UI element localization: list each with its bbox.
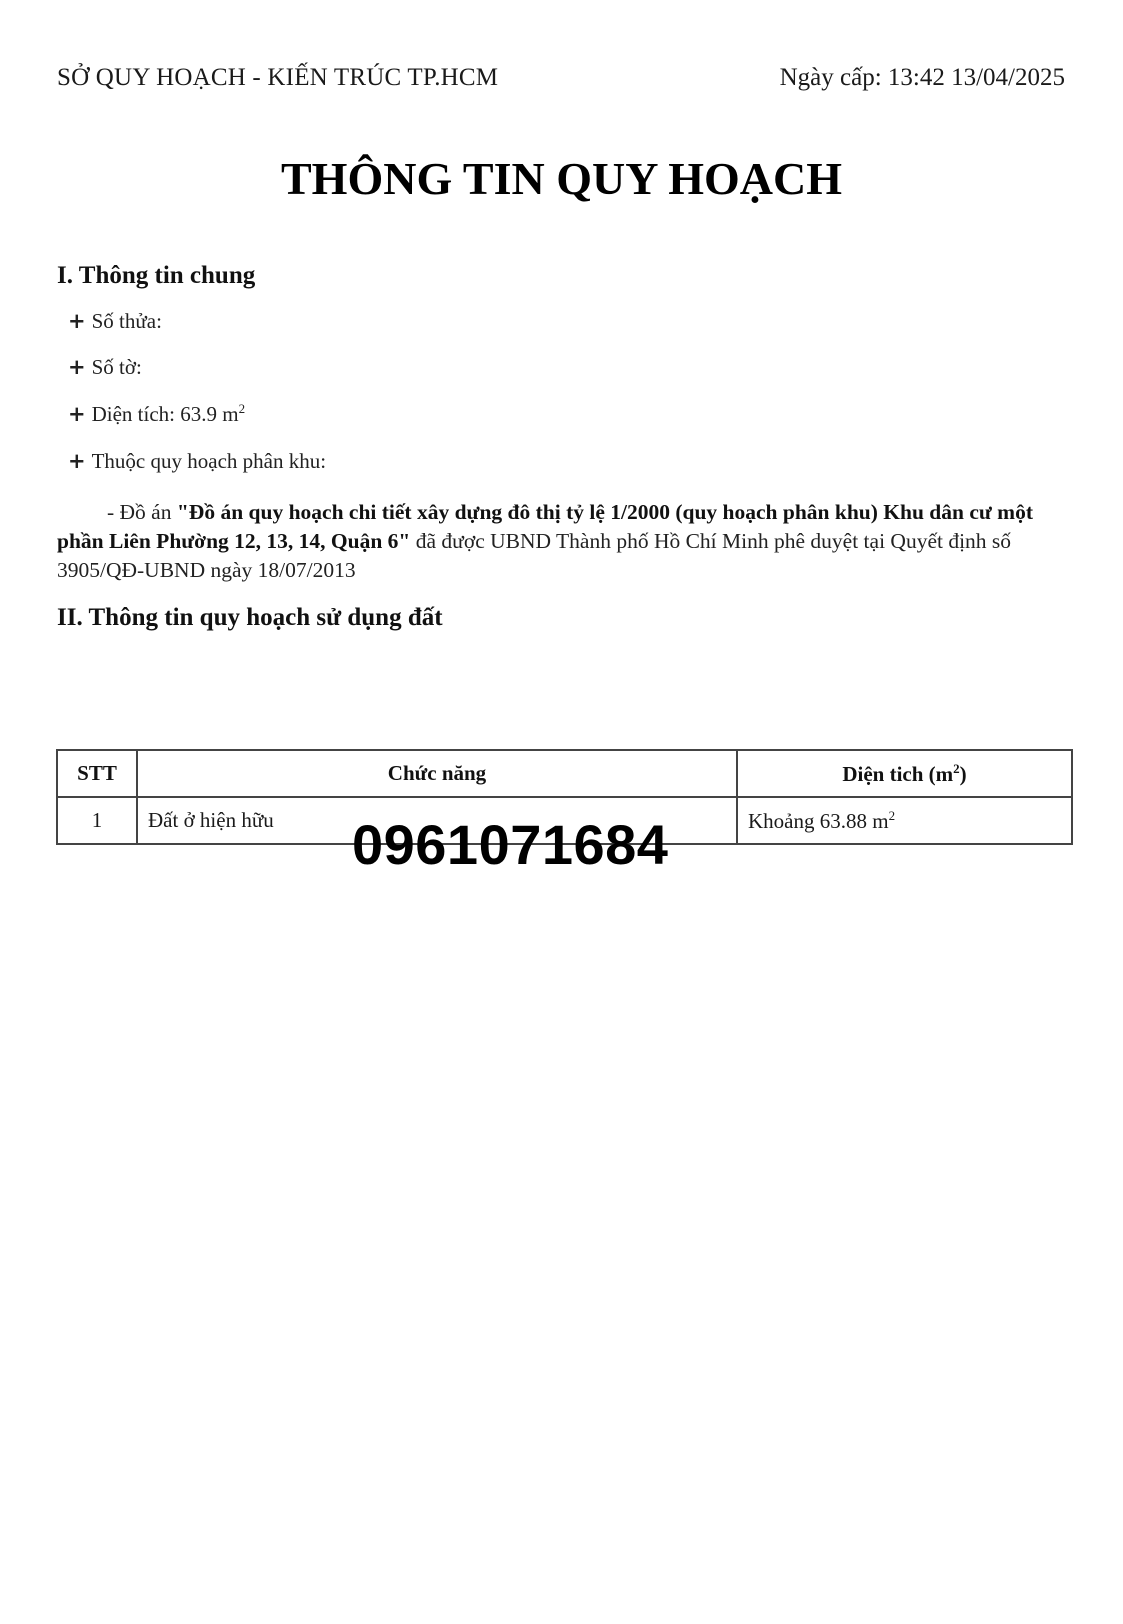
plus-bullet-icon: + (68, 309, 86, 333)
header-area-text: Diện tich (m (842, 761, 954, 786)
section-general-heading: I. Thông tin chung (57, 262, 256, 289)
area-value: 63.9 m (180, 402, 239, 426)
header-stt: STT (57, 750, 137, 797)
sheet-number-item (68, 355, 142, 380)
section-landuse-heading: II. Thông tin quy hoạch sử dụng đất (57, 604, 443, 631)
header-area-close: ) (959, 761, 967, 786)
plus-bullet-icon: + (68, 402, 86, 426)
plan-description (57, 498, 1057, 585)
row-area-text: Khoảng 63.88 m (748, 808, 889, 833)
phone-number-overlay: 0961071684 (352, 813, 669, 876)
parcel-number-item (68, 309, 162, 334)
area-item (68, 401, 245, 427)
row-area (737, 797, 1072, 844)
plan-approval: đã được UBND Thành phố Hồ Chí Minh phê duyệt tại Quyết định số 3905/QĐ-UBND ngày 18/07/2013 (57, 529, 1012, 582)
plus-bullet-icon: + (68, 449, 86, 473)
header-function: Chức năng (137, 750, 737, 797)
agency-name: SỞ QUY HOẠCH - KIẾN TRÚC TP.HCM (57, 64, 499, 91)
row-area-sup: 2 (888, 807, 896, 823)
page-title: THÔNG TIN QUY HOẠCH (280, 153, 842, 204)
zoning-plan-item (68, 449, 326, 474)
row-function: Đất ở hiện hữu (137, 797, 737, 844)
header-area-sup: 2 (953, 760, 960, 776)
parcel-number-label: Số thửa: (91, 309, 162, 333)
table-header-row (57, 750, 1072, 797)
row-stt: 1 (57, 797, 137, 844)
sheet-number-label: Số tờ: (91, 355, 142, 379)
zoning-plan-label: Thuộc quy hoạch phân khu: (91, 449, 327, 473)
plan-prefix: - Đồ án (107, 500, 172, 524)
issue-label: Ngày cấp: (779, 64, 882, 91)
header-area (737, 750, 1072, 797)
area-label: Diện tích: (91, 402, 176, 426)
issue-datetime: 13:42 13/04/2025 (887, 64, 1065, 91)
plus-bullet-icon: + (68, 355, 86, 379)
issue-date (780, 64, 1065, 92)
area-unit-sup: 2 (238, 401, 246, 416)
plan-name: "Đồ án quy hoạch chi tiết xây dựng đô thị tỷ lệ 1/2000 (quy hoạch phân khu) Khu dân cư một phần Liên Phường 12, 13, 14, Quận 6" (57, 500, 1033, 553)
